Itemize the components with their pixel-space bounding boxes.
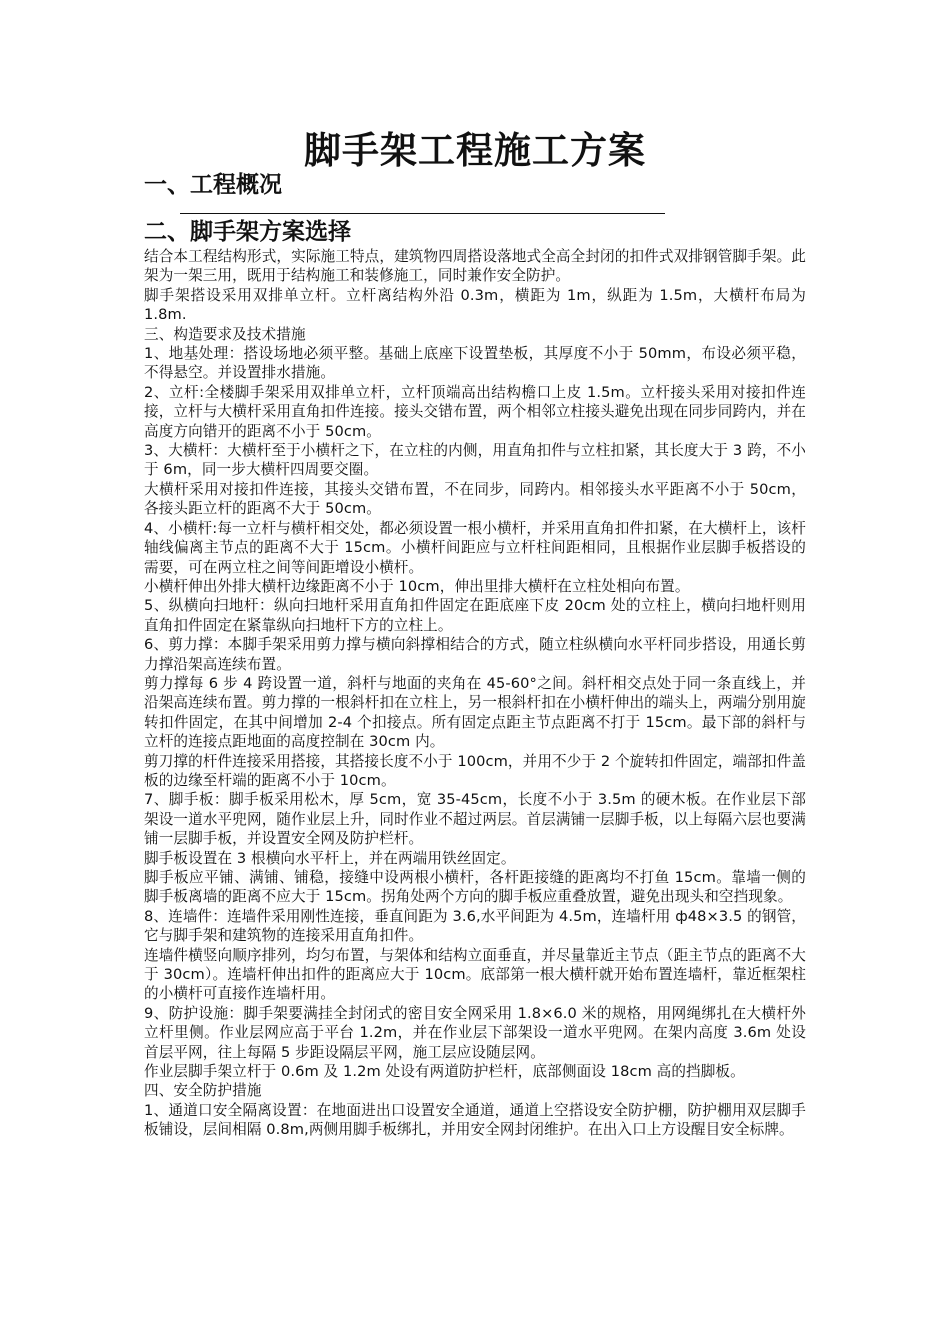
paragraph: 1、地基处理：搭设场地必须平整。基础上底座下设置垫板，其厚度不小于 50mm，布设必须平稳，不得悬空。并设置排水措施。 (144, 345, 806, 382)
paragraph: 作业层脚手架立杆于 0.6m 及 1.2m 处设有两道防护栏杆，底部侧面设 18cm 高的挡脚板。 (144, 1063, 745, 1081)
paragraph: 3、大横杆：大横杆至于小横杆之下，在立柱的内侧，用直角扣件与立柱扣紧，其长度大于 3 跨，不小于 6m，同一步大横杆四周要交圈。 (144, 442, 806, 479)
paragraph: 4、小横杆:每一立杆与横杆相交处，都必须设置一根小横杆，并采用直角扣件扣紧，在大横杆上，该杆轴线偏离主节点的距离不大于 15cm。小横杆间距应与立杆柱间距相同，且根据作业层脚手板搭设的需要，可在两立柱之间等间距增设小横杆。 (144, 519, 806, 576)
paragraph: 剪刀撑的杆件连接采用搭接，其搭接长度不小于 100cm，并用不少于 2 个旋转扣件固定，端部扣件盖板的边缘至杆端的距离不小于 10cm。 (144, 752, 806, 789)
paragraph: 连墙件横竖向顺序排列，均匀布置，与架体和结构立面垂直，并尽量靠近主节点（距主节点的距离不大于 30cm）。连墙杆伸出扣件的距离应大于 10cm。底部第一根大横杆就开始布置连墙杆，靠近框架柱的小横杆可直接作连墙杆用。 (144, 946, 806, 1003)
paragraph: 大横杆采用对接扣件连接，其接头交错布置，不在同步，同跨内。相邻接头水平距离不小于 50cm，各接头距立杆的距离不大于 50cm。 (144, 480, 806, 518)
paragraph: 结合本工程结构形式，实际施工特点，建筑物四周搭设落地式全高全封闭的扣件式双排钢管脚手架。此架为一架三用，既用于结构施工和装修施工，同时兼作安全防护。 (144, 248, 806, 285)
paragraph: 9、防护设施：脚手架要满挂全封闭式的密目安全网采用 1.8×6.0 米的规格，用网绳绑扎在大横杆外立杆里侧。作业层网应高于平台 1.2m，并在作业层下部架设一道水平兜网。在架内高度 3.6m 处设首层平网，往上每隔 5 步距设隔层平网，施工层应设随层网。 (144, 1004, 806, 1061)
section-heading-safety: 四、安全防护措施 (144, 1082, 262, 1100)
paragraph: 5、纵横向扫地杆：纵向扫地杆采用直角扣件固定在距底座下皮 20cm 处的立柱上，横向扫地杆则用直角扣件固定在紧靠纵向扫地杆下方的立柱上。 (144, 597, 806, 634)
paragraph: 剪力撑每 6 步 4 跨设置一道，斜杆与地面的夹角在 45-60°之间。斜杆相交点处于同一条直线上，并沿架高连续布置。剪力撑的一根斜杆扣在立柱上，另一根斜杆扣在小横杆伸出的端头上，两端分别用旋转扣件固定，在其中间增加 2-4 个扣接点。所有固定点距主节点距离不打于 15cm。最下部的斜杆与立杆的连接点距地面的高度控制在 30cm 内。 (144, 674, 806, 751)
section-heading-overview: 一、工程概况 (144, 172, 282, 198)
paragraph: 脚手板应平铺、满铺、铺稳，接缝中设两根小横杆，各杆距接缝的距离均不打鱼 15cm。靠墙一侧的脚手板离墙的距离不应大于 15cm。拐角处两个方向的脚手板应重叠放置，避免出现头和空挡现象。 (144, 869, 806, 906)
paragraph: 6、剪力撑：本脚手架采用剪力撑与横向斜撑相结合的方式，随立柱纵横向水平杆同步搭设，用通长剪力撑沿架高连续布置。 (144, 636, 806, 673)
paragraph: 脚手板设置在 3 根横向水平杆上，并在两端用铁丝固定。 (144, 849, 516, 867)
paragraph: 脚手架搭设采用双排单立杆。立杆离结构外沿 0.3m，横距为 1m，纵距为 1.5m，大横杆布局为 1.8m. (144, 286, 806, 324)
paragraph: 1、通道口安全隔离设置：在地面进出口设置安全通道，通道上空搭设安全防护棚，防护棚用双层脚手板铺设，层间相隔 0.8m,两侧用脚手板绑扎，并用安全网封闭维护。在出入口上方设醒目安全标牌。 (144, 1101, 806, 1139)
section-heading-scaffold-plan: 二、脚手架方案选择 (144, 219, 351, 245)
section-heading-construction: 三、构造要求及技术措施 (144, 325, 306, 343)
paragraph: 小横杆伸出外排大横杆边缘距离不小于 10cm，伸出里排大横杆在立柱处相向布置。 (144, 577, 690, 595)
document-title: 脚手架工程施工方案 (304, 128, 646, 172)
paragraph: 8、连墙件：连墙件采用刚性连接，垂直间距为 3.6,水平间距为 4.5m，连墙杆用 ф48×3.5 的钢管，它与脚手架和建筑物的连接采用直角扣件。 (144, 907, 806, 945)
document-body (144, 247, 806, 1140)
paragraph: 2、立杆:全楼脚手架采用双排单立杆，立杆顶端高出结构檐口上皮 1.5m。立杆接头采用对接扣件连接，立杆与大横杆采用直角扣件连接。接头交错布置，两个相邻立柱接头避免出现在同步同跨内，并在高度方向错开的距离不小于 50cm。 (144, 383, 806, 440)
paragraph: 7、脚手板：脚手板采用松木，厚 5cm，宽 35-45cm，长度不小于 3.5m 的硬木板。在作业层下部架设一道水平兜网，随作业层上升，同时作业不超过两层。首层满铺一层脚手板，以上每隔六层也要满铺一层脚手板，并设置安全网及防护栏杆。 (144, 791, 806, 848)
heading-underline (180, 213, 665, 214)
